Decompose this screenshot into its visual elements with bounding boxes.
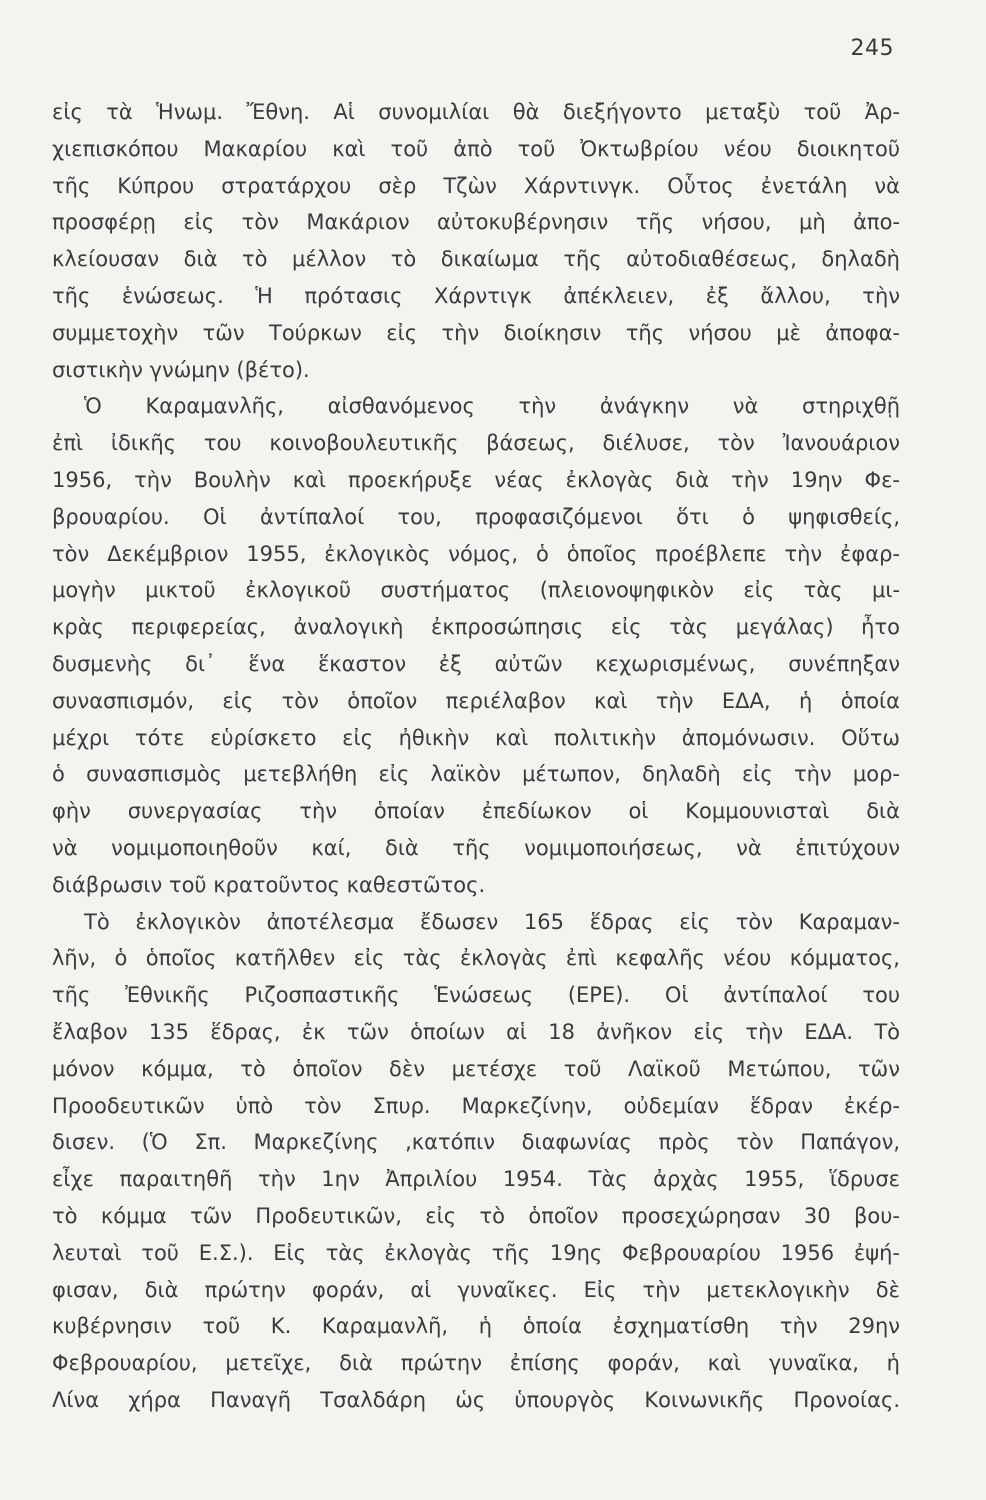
text-line: συνασπισμόν, εἰς τὸν ὁποῖον περιέλαβον καὶ τὴν ΕΔΑ, ἡ ὁποία bbox=[52, 688, 900, 713]
text-line: ὁ συνασπισμὸς μετεβλήθη εἰς λαϊκὸν μέτωπον, δηλαδὴ εἰς τὴν μορ- bbox=[52, 762, 900, 787]
paragraph-1 bbox=[52, 94, 900, 388]
text-line: διάβρωσιν τοῦ κρατοῦντος καθεστῶτος. bbox=[52, 872, 486, 897]
text-line: εἶχε παραιτηθῆ τὴν 1ην Ἀπριλίου 1954. Τὰς ἀρχὰς 1955, ἵδρυσε bbox=[52, 1167, 900, 1192]
text-line: Λίνα χήρα Παναγῆ Τσαλδάρη ὡς ὑπουργὸς Κοινωνικῆς Προνοίας. bbox=[52, 1387, 900, 1412]
text-line: νὰ νομιμοποιηθοῦν καί, διὰ τῆς νομιμοποιήσεως, νὰ ἐπιτύχουν bbox=[52, 835, 900, 860]
text-line: Φεβρουαρίου, μετεῖχε, διὰ πρώτην ἐπίσης φοράν, καὶ γυναῖκα, ἡ bbox=[52, 1351, 900, 1376]
text-line: φὴν συνεργασίας τὴν ὁποίαν ἐπεδίωκον οἱ Κομμουνισταὶ διὰ bbox=[52, 799, 900, 824]
text-line: φισαν, διὰ πρώτην φοράν, αἱ γυναῖκες. Εἰς τὴν μετεκλογικὴν δὲ bbox=[52, 1277, 900, 1302]
text-line: δυσμενὴς δι᾽ ἕνα ἕκαστον ἐξ αὐτῶν κεχωρισμένως, συνέπηξαν bbox=[52, 651, 900, 676]
text-line: λῆν, ὁ ὁποῖος κατῆλθεν εἰς τὰς ἐκλογὰς ἐπὶ κεφαλῆς νέου κόμματος, bbox=[52, 946, 900, 971]
text-line: κρὰς περιφερείας, ἀναλογικὴ ἐκπροσώπησις εἰς τὰς μεγάλας) ἦτο bbox=[52, 615, 900, 640]
text-line: Προοδευτικῶν ὑπὸ τὸν Σπυρ. Μαρκεζίνην, οὐδεμίαν ἕδραν ἐκέρ- bbox=[52, 1093, 900, 1118]
text-line: Ὁ Καραμανλῆς, αἰσθανόμενος τὴν ἀνάγκην νὰ στηριχθῇ bbox=[84, 394, 900, 419]
paragraph-3 bbox=[52, 904, 900, 1419]
text-line: τῆς Κύπρου στρατάρχου σὲρ Τζὼν Χάρντινγκ. Οὗτος ἐνετάλη νὰ bbox=[52, 173, 900, 198]
text-line: συμμετοχὴν τῶν Τούρκων εἰς τὴν διοίκησιν τῆς νήσου μὲ ἀποφα- bbox=[52, 320, 900, 345]
text-line: ἔλαβον 135 ἕδρας, ἐκ τῶν ὁποίων αἱ 18 ἀνῆκον εἰς τὴν ΕΔΑ. Τὸ bbox=[52, 1019, 900, 1044]
text-line: μογὴν μικτοῦ ἐκλογικοῦ συστήματος (πλειονοψηφικὸν εἰς τὰς μι- bbox=[52, 578, 900, 603]
text-line: τὸν Δεκέμβριον 1955, ἐκλογικὸς νόμος, ὁ ὁποῖος προέβλεπε τὴν ἐφαρ- bbox=[52, 541, 900, 566]
text-line: τὸ κόμμα τῶν Προδευτικῶν, εἰς τὸ ὁποῖον προσεχώρησαν 30 βου- bbox=[52, 1203, 900, 1228]
text-line: δισεν. (Ὁ Σπ. Μαρκεζίνης ,κατόπιν διαφωνίας πρὸς τὸν Παπάγον, bbox=[52, 1130, 900, 1155]
text-line: λευταὶ τοῦ Ε.Σ.). Εἰς τὰς ἐκλογὰς τῆς 19ης Φεβρουαρίου 1956 ἐψή- bbox=[52, 1240, 900, 1265]
page-number: 245 bbox=[850, 36, 894, 61]
text-line: εἰς τὰ Ἡνωμ. Ἔθνη. Αἱ συνομιλίαι θὰ διεξήγοντο μεταξὺ τοῦ Ἀρ- bbox=[52, 100, 900, 124]
text-line: κυβέρνησιν τοῦ Κ. Καραμανλῆ, ἡ ὁποία ἐσχηματίσθη τὴν 29ην bbox=[52, 1314, 900, 1339]
text-line: 1956, τὴν Βουλὴν καὶ προεκήρυξε νέας ἐκλογὰς διὰ τὴν 19ην Φε- bbox=[52, 467, 900, 492]
text-line: τῆς Ἐθνικῆς Ριζοσπαστικῆς Ἑνώσεως (ΕΡΕ). Οἱ ἀντίπαλοί του bbox=[52, 983, 900, 1008]
text-line: τῆς ἑνώσεως. Ἡ πρότασις Χάρντιγκ ἀπέκλειεν, ἐξ ἄλλου, τὴν bbox=[52, 283, 900, 308]
body-text bbox=[52, 94, 900, 1419]
paragraph-2 bbox=[52, 388, 900, 903]
text-line: μόνον κόμμα, τὸ ὁποῖον δὲν μετέσχε τοῦ Λαϊκοῦ Μετώπου, τῶν bbox=[52, 1056, 900, 1081]
text-line: προσφέρῃ εἰς τὸν Μακάριον αὐτοκυβέρνησιν τῆς νήσου, μὴ ἀπο- bbox=[52, 210, 900, 235]
text-line: σιστικὴν γνώμην (βέτο). bbox=[52, 357, 310, 382]
text-line: κλείουσαν διὰ τὸ μέλλον τὸ δικαίωμα τῆς αὐτοδιαθέσεως, δηλαδὴ bbox=[52, 247, 900, 272]
text-line: βρουαρίου. Οἱ ἀντίπαλοί του, προφασιζόμενοι ὅτι ὁ ψηφισθείς, bbox=[52, 504, 900, 529]
text-line: Τὸ ἐκλογικὸν ἀποτέλεσμα ἔδωσεν 165 ἕδρας εἰς τὸν Καραμαν- bbox=[84, 909, 900, 934]
text-line: χιεπισκόπου Μακαρίου καὶ τοῦ ἀπὸ τοῦ Ὀκτωβρίου νέου διοικητοῦ bbox=[52, 136, 900, 161]
text-line: μέχρι τότε εὑρίσκετο εἰς ἠθικὴν καὶ πολιτικὴν ἀπομόνωσιν. Οὕτω bbox=[52, 725, 900, 750]
text-line: ἐπὶ ἰδικῆς του κοινοβουλευτικῆς βάσεως, διέλυσε, τὸν Ἰανουάριον bbox=[52, 431, 900, 456]
